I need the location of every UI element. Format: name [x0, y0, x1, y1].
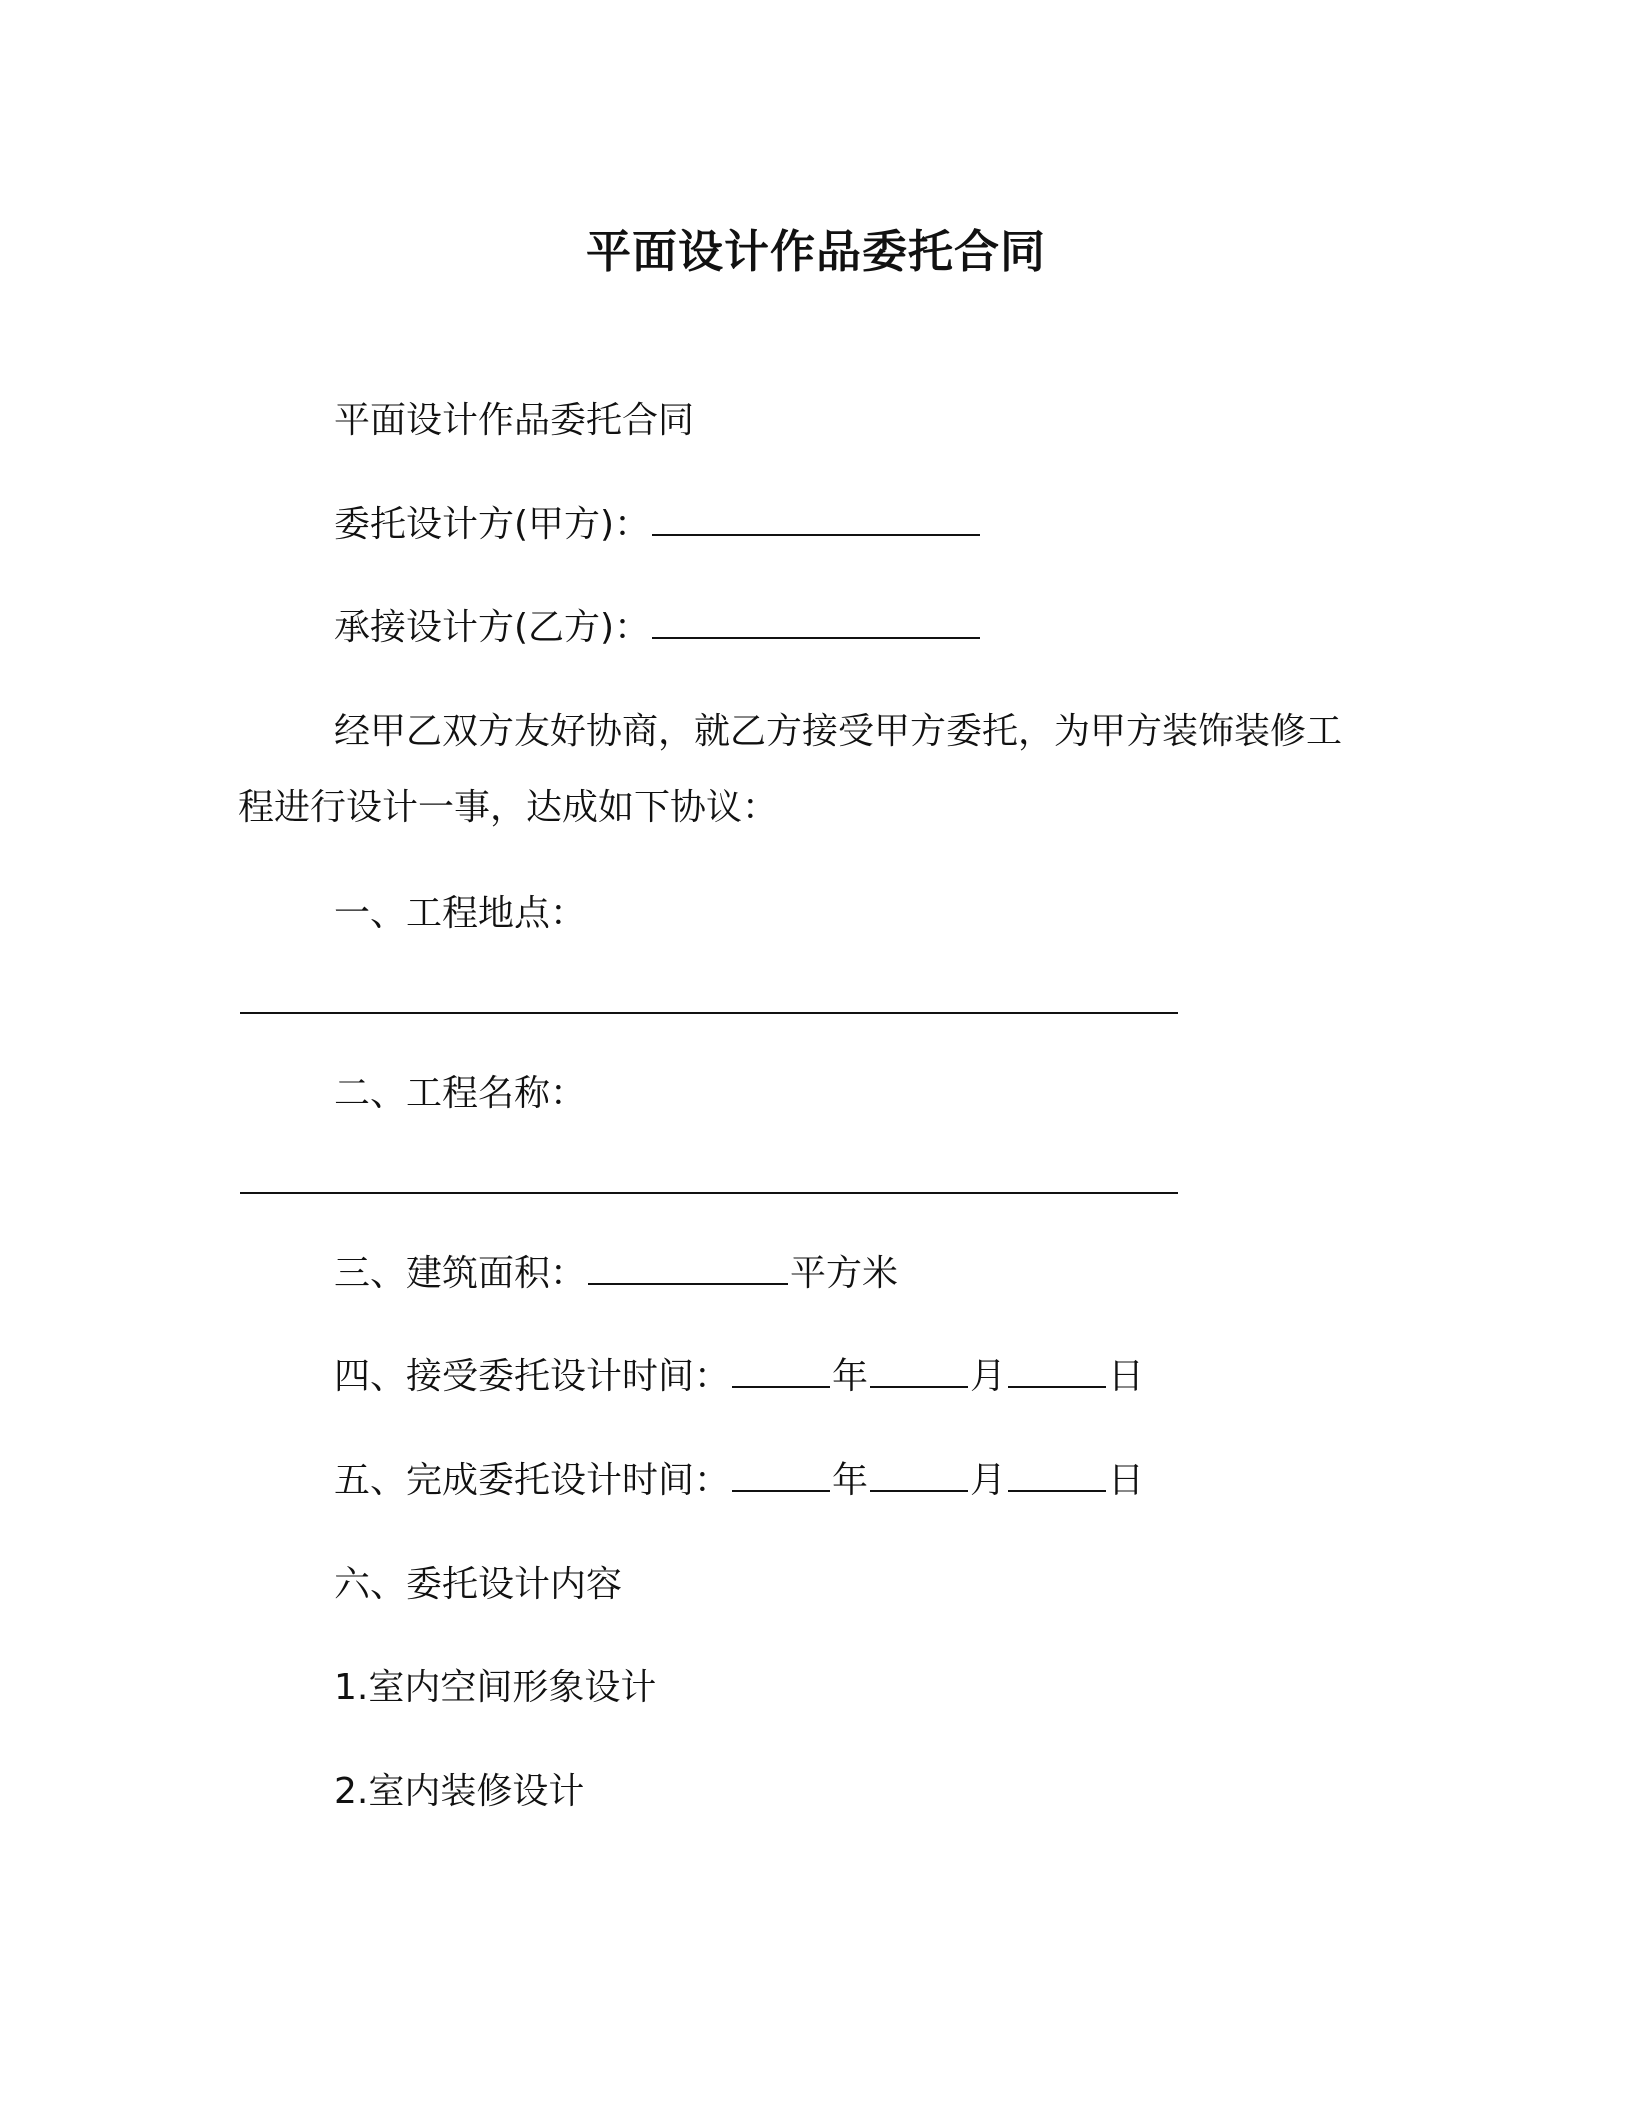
project-name-blank[interactable] [240, 1192, 1178, 1194]
item-1-project-location: 一、工程地点： [334, 893, 587, 934]
building-area-blank[interactable] [588, 1249, 788, 1285]
intro-paragraph-line-2: 程进行设计一事，达成如下协议： [238, 787, 779, 828]
contract-subtitle: 平面设计作品委托合同 [334, 400, 695, 441]
accept-day-blank[interactable] [1008, 1352, 1106, 1388]
accept-year-unit: 年 [832, 1356, 869, 1397]
party-a-label: 委托设计方(甲方)： [334, 504, 651, 545]
party-b-label: 承接设计方(乙方)： [334, 607, 651, 648]
content-item-1: 1.室内空间形象设计 [334, 1667, 657, 1708]
accept-month-blank[interactable] [870, 1352, 968, 1388]
complete-date-label: 五、完成委托设计时间： [334, 1460, 731, 1501]
accept-month-unit: 月 [970, 1356, 1007, 1397]
party-a-blank[interactable] [652, 500, 980, 536]
item-5-complete-date-line [334, 1456, 1144, 1506]
item-2-project-name: 二、工程名称： [334, 1073, 587, 1114]
complete-day-blank[interactable] [1008, 1456, 1106, 1492]
accept-day-unit: 日 [1108, 1356, 1145, 1397]
accept-date-label: 四、接受委托设计时间： [334, 1356, 731, 1397]
item-3-building-area-line [334, 1249, 898, 1299]
party-a-line [334, 500, 982, 550]
item-6-design-content: 六、委托设计内容 [334, 1564, 623, 1605]
project-location-blank[interactable] [240, 1012, 1178, 1014]
complete-year-blank[interactable] [732, 1456, 830, 1492]
complete-year-unit: 年 [832, 1460, 869, 1501]
party-b-blank[interactable] [652, 603, 980, 639]
content-item-2: 2.室内装修设计 [334, 1771, 585, 1812]
building-area-label: 三、建筑面积： [334, 1253, 587, 1294]
party-b-line [334, 603, 982, 653]
intro-paragraph-line-1: 经甲乙双方友好协商，就乙方接受甲方委托，为甲方装饰装修工 [334, 711, 1343, 752]
complete-month-unit: 月 [970, 1460, 1007, 1501]
item-4-accept-date-line [334, 1352, 1144, 1402]
accept-year-blank[interactable] [732, 1352, 830, 1388]
complete-month-blank[interactable] [870, 1456, 968, 1492]
document-title: 平面设计作品委托合同 [585, 225, 1046, 278]
building-area-unit: 平方米 [790, 1253, 899, 1294]
complete-day-unit: 日 [1108, 1460, 1145, 1501]
